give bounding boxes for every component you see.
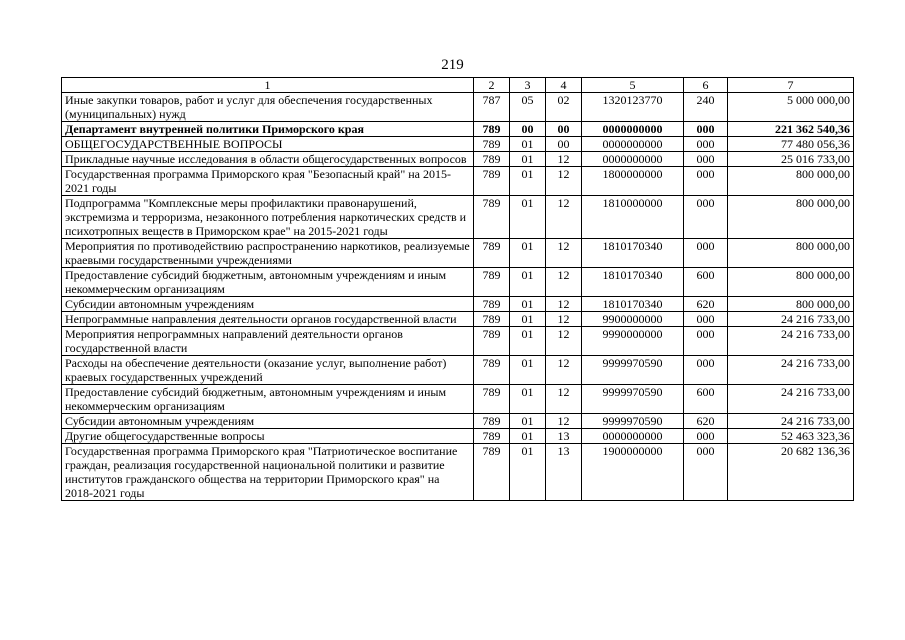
target-article-cell: 1810170340 (582, 268, 684, 297)
section-code-cell: 01 (510, 167, 546, 196)
target-article-cell: 9900000000 (582, 312, 684, 327)
subsection-code-cell: 13 (546, 444, 582, 501)
amount-cell: 20 682 136,36 (728, 444, 854, 501)
section-code-cell: 01 (510, 327, 546, 356)
expense-type-cell: 000 (684, 196, 728, 239)
section-code-cell: 01 (510, 385, 546, 414)
amount-cell: 800 000,00 (728, 239, 854, 268)
section-code-cell: 00 (510, 122, 546, 137)
ministry-code-cell: 789 (474, 297, 510, 312)
subsection-code-cell: 12 (546, 414, 582, 429)
amount-cell: 5 000 000,00 (728, 93, 854, 122)
row-name-cell: Мероприятия непрограммных направлений деятельности органов государственной власти (62, 327, 474, 356)
expense-type-cell: 000 (684, 137, 728, 152)
amount-cell: 800 000,00 (728, 268, 854, 297)
row-name-cell: Подпрограмма "Комплексные меры профилактики правонарушений, экстремизма и терроризма, незаконного потребления наркотических средств и психотропных веществ в Приморском крае" на 2015-2021 годы (62, 196, 474, 239)
table-row (62, 312, 854, 327)
amount-cell: 800 000,00 (728, 297, 854, 312)
ministry-code-cell: 789 (474, 239, 510, 268)
target-article-cell: 0000000000 (582, 137, 684, 152)
header-cell: 1 (62, 78, 474, 93)
subsection-code-cell: 12 (546, 268, 582, 297)
amount-cell: 221 362 540,36 (728, 122, 854, 137)
table-row (62, 327, 854, 356)
section-code-cell: 01 (510, 356, 546, 385)
table-row (62, 152, 854, 167)
table-row (62, 167, 854, 196)
row-name-cell: Мероприятия по противодействию распространению наркотиков, реализуемые краевыми государственными учреждениями (62, 239, 474, 268)
amount-cell: 24 216 733,00 (728, 385, 854, 414)
table-row (62, 444, 854, 501)
ministry-code-cell: 789 (474, 429, 510, 444)
section-code-cell: 01 (510, 429, 546, 444)
table-row (62, 137, 854, 152)
subsection-code-cell: 12 (546, 152, 582, 167)
amount-cell: 24 216 733,00 (728, 414, 854, 429)
subsection-code-cell: 12 (546, 327, 582, 356)
table-row (62, 429, 854, 444)
ministry-code-cell: 789 (474, 167, 510, 196)
row-name-cell: Предоставление субсидий бюджетным, автономным учреждениям и иным некоммерческим организациям (62, 268, 474, 297)
amount-cell: 800 000,00 (728, 167, 854, 196)
amount-cell: 77 480 056,36 (728, 137, 854, 152)
subsection-code-cell: 12 (546, 167, 582, 196)
table-row (62, 297, 854, 312)
row-name-cell: Государственная программа Приморского края "Патриотическое воспитание граждан, реализация государственной национальной политики и развитие институтов гражданского общества на территории Приморского края" на 2018-2021 годы (62, 444, 474, 501)
row-name-cell: Департамент внутренней политики Приморского края (62, 122, 474, 137)
amount-cell: 24 216 733,00 (728, 327, 854, 356)
header-cell: 7 (728, 78, 854, 93)
section-code-cell: 01 (510, 137, 546, 152)
section-code-cell: 01 (510, 312, 546, 327)
row-name-cell: Другие общегосударственные вопросы (62, 429, 474, 444)
budget-table (61, 77, 854, 501)
ministry-code-cell: 789 (474, 152, 510, 167)
subsection-code-cell: 12 (546, 312, 582, 327)
subsection-code-cell: 00 (546, 137, 582, 152)
row-name-cell: Прикладные научные исследования в области общегосударственных вопросов (62, 152, 474, 167)
row-name-cell: Предоставление субсидий бюджетным, автономным учреждениям и иным некоммерческим организациям (62, 385, 474, 414)
section-code-cell: 01 (510, 297, 546, 312)
subsection-code-cell: 02 (546, 93, 582, 122)
target-article-cell: 0000000000 (582, 429, 684, 444)
ministry-code-cell: 789 (474, 356, 510, 385)
amount-cell: 52 463 323,36 (728, 429, 854, 444)
subsection-code-cell: 12 (546, 239, 582, 268)
subsection-code-cell: 12 (546, 356, 582, 385)
row-name-cell: Субсидии автономным учреждениям (62, 297, 474, 312)
target-article-cell: 9999970590 (582, 414, 684, 429)
target-article-cell: 9990000000 (582, 327, 684, 356)
header-cell: 3 (510, 78, 546, 93)
expense-type-cell: 620 (684, 297, 728, 312)
ministry-code-cell: 789 (474, 312, 510, 327)
target-article-cell: 1320123770 (582, 93, 684, 122)
row-name-cell: Субсидии автономным учреждениям (62, 414, 474, 429)
target-article-cell: 0000000000 (582, 152, 684, 167)
expense-type-cell: 000 (684, 239, 728, 268)
subsection-code-cell: 12 (546, 297, 582, 312)
target-article-cell: 9999970590 (582, 356, 684, 385)
expense-type-cell: 620 (684, 414, 728, 429)
table-row (62, 268, 854, 297)
header-cell: 4 (546, 78, 582, 93)
ministry-code-cell: 787 (474, 93, 510, 122)
expense-type-cell: 240 (684, 93, 728, 122)
table-row (62, 385, 854, 414)
ministry-code-cell: 789 (474, 268, 510, 297)
target-article-cell: 1810170340 (582, 297, 684, 312)
expense-type-cell: 000 (684, 429, 728, 444)
row-name-cell: Государственная программа Приморского края "Безопасный край" на 2015-2021 годы (62, 167, 474, 196)
ministry-code-cell: 789 (474, 122, 510, 137)
row-name-cell: Непрограммные направления деятельности органов государственной власти (62, 312, 474, 327)
expense-type-cell: 000 (684, 444, 728, 501)
table-row (62, 122, 854, 137)
expense-type-cell: 000 (684, 122, 728, 137)
subsection-code-cell: 00 (546, 122, 582, 137)
section-code-cell: 01 (510, 268, 546, 297)
expense-type-cell: 000 (684, 327, 728, 356)
amount-cell: 24 216 733,00 (728, 312, 854, 327)
header-cell: 6 (684, 78, 728, 93)
section-code-cell: 05 (510, 93, 546, 122)
expense-type-cell: 000 (684, 167, 728, 196)
expense-type-cell: 000 (684, 152, 728, 167)
table-row (62, 356, 854, 385)
target-article-cell: 0000000000 (582, 122, 684, 137)
target-article-cell: 1810170340 (582, 239, 684, 268)
expense-type-cell: 600 (684, 268, 728, 297)
table-row (62, 196, 854, 239)
ministry-code-cell: 789 (474, 196, 510, 239)
section-code-cell: 01 (510, 444, 546, 501)
amount-cell: 800 000,00 (728, 196, 854, 239)
header-cell: 2 (474, 78, 510, 93)
row-name-cell: Расходы на обеспечение деятельности (оказание услуг, выполнение работ) краевых государственных учреждений (62, 356, 474, 385)
section-code-cell: 01 (510, 152, 546, 167)
header-cell: 5 (582, 78, 684, 93)
ministry-code-cell: 789 (474, 414, 510, 429)
table-row (62, 239, 854, 268)
amount-cell: 24 216 733,00 (728, 356, 854, 385)
row-name-cell: Иные закупки товаров, работ и услуг для обеспечения государственных (муниципальных) нужд (62, 93, 474, 122)
ministry-code-cell: 789 (474, 385, 510, 414)
ministry-code-cell: 789 (474, 137, 510, 152)
subsection-code-cell: 12 (546, 385, 582, 414)
section-code-cell: 01 (510, 239, 546, 268)
ministry-code-cell: 789 (474, 444, 510, 501)
expense-type-cell: 000 (684, 356, 728, 385)
row-name-cell: ОБЩЕГОСУДАРСТВЕННЫЕ ВОПРОСЫ (62, 137, 474, 152)
subsection-code-cell: 12 (546, 196, 582, 239)
ministry-code-cell: 789 (474, 327, 510, 356)
expense-type-cell: 600 (684, 385, 728, 414)
page-number: 219 (441, 57, 464, 73)
target-article-cell: 1800000000 (582, 167, 684, 196)
target-article-cell: 9999970590 (582, 385, 684, 414)
section-code-cell: 01 (510, 196, 546, 239)
table-row (62, 414, 854, 429)
section-code-cell: 01 (510, 414, 546, 429)
subsection-code-cell: 13 (546, 429, 582, 444)
amount-cell: 25 016 733,00 (728, 152, 854, 167)
header-row (62, 78, 854, 93)
target-article-cell: 1900000000 (582, 444, 684, 501)
table-row (62, 93, 854, 122)
expense-type-cell: 000 (684, 312, 728, 327)
target-article-cell: 1810000000 (582, 196, 684, 239)
